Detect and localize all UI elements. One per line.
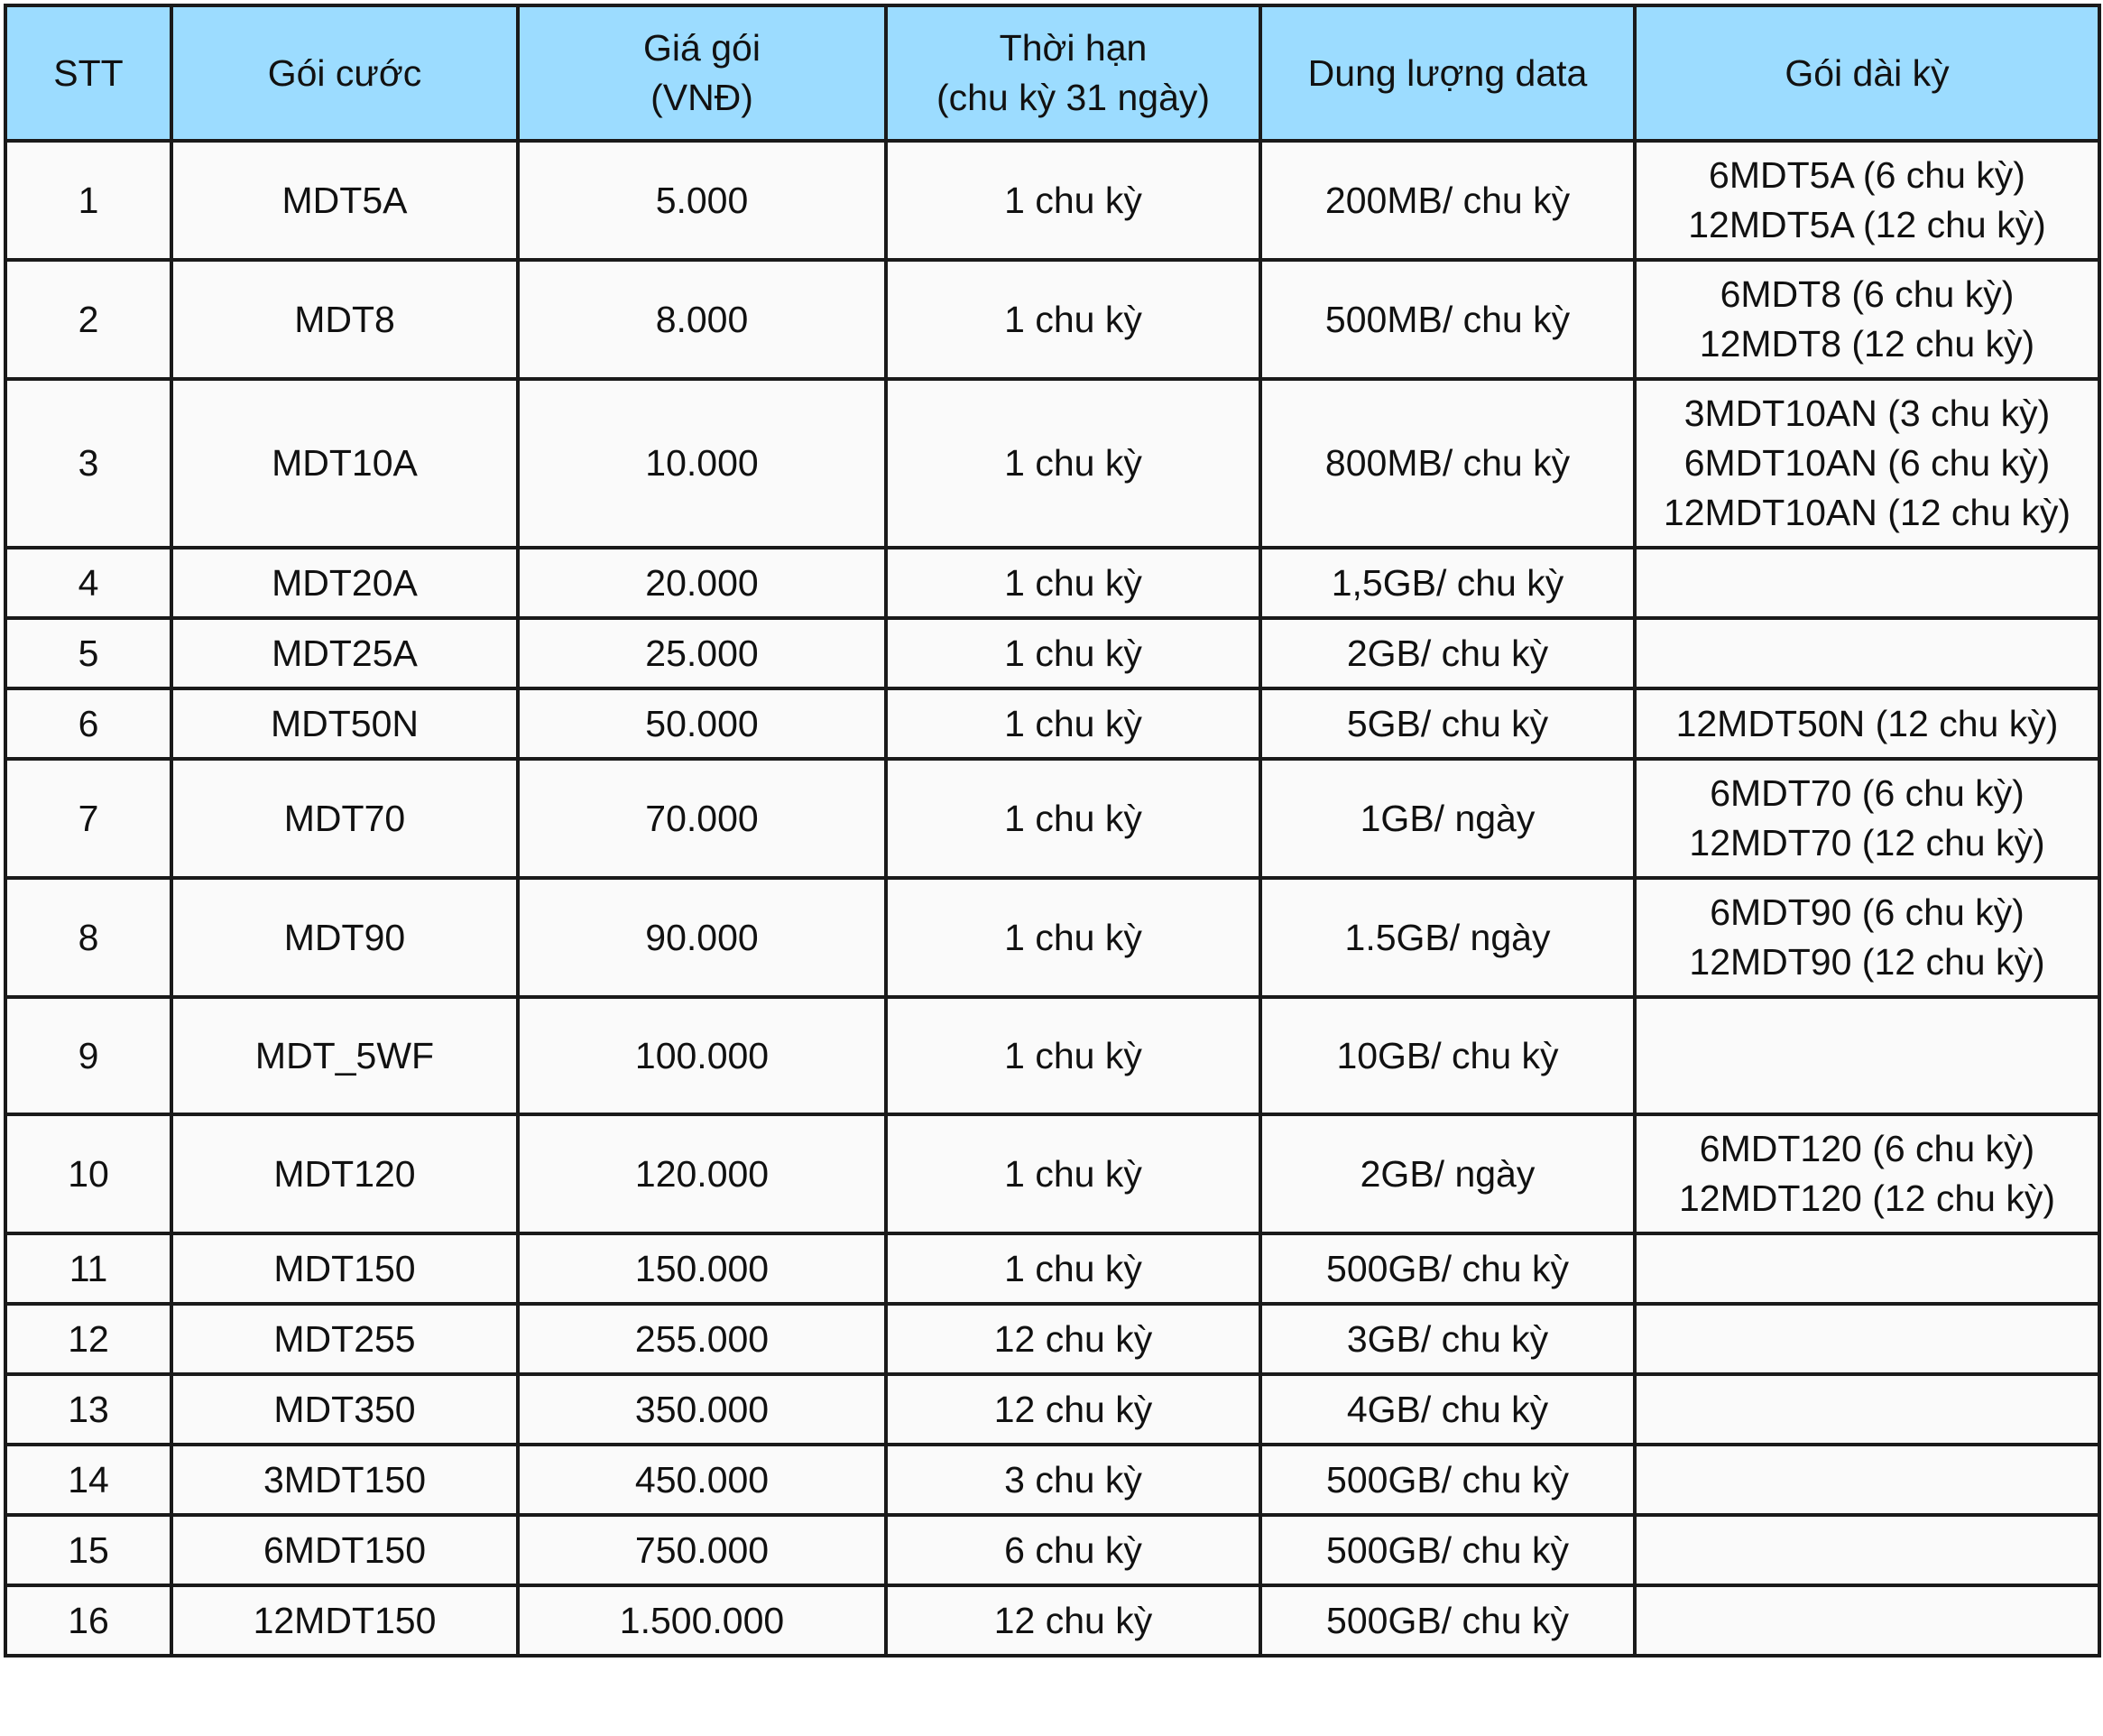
cell-duration: 1 chu kỳ (886, 688, 1260, 759)
cell-stt: 1 (5, 141, 171, 260)
cell-stt: 15 (5, 1515, 171, 1585)
long-term-option: 6MDT70 (6 chu kỳ) (1710, 772, 2025, 814)
cell-price: 70.000 (518, 759, 886, 878)
cell-data: 2GB/ ngày (1260, 1114, 1635, 1233)
cell-long-term (1635, 688, 2099, 759)
cell-long-term (1635, 878, 2099, 997)
header-duration-line2: (chu kỳ 31 ngày) (936, 77, 1211, 118)
cell-stt: 6 (5, 688, 171, 759)
cell-data: 500GB/ chu kỳ (1260, 1445, 1635, 1515)
table-row (5, 1585, 2099, 1656)
table-row (5, 379, 2099, 548)
table-row (5, 1515, 2099, 1585)
long-term-option: 12MDT8 (12 chu kỳ) (1699, 323, 2035, 365)
cell-package: MDT5A (171, 141, 518, 260)
cell-stt: 5 (5, 618, 171, 688)
long-term-option: 6MDT120 (6 chu kỳ) (1699, 1128, 2035, 1169)
table-row (5, 260, 2099, 379)
cell-data: 500GB/ chu kỳ (1260, 1515, 1635, 1585)
cell-price: 150.000 (518, 1233, 886, 1304)
cell-package: MDT20A (171, 548, 518, 618)
long-term-option: 6MDT90 (6 chu kỳ) (1710, 891, 2025, 933)
cell-price: 25.000 (518, 618, 886, 688)
cell-package: MDT50N (171, 688, 518, 759)
header-price (518, 5, 886, 141)
table-body (5, 141, 2099, 1656)
package-table-container (4, 4, 2101, 1658)
cell-price: 90.000 (518, 878, 886, 997)
cell-stt: 11 (5, 1233, 171, 1304)
cell-stt: 2 (5, 260, 171, 379)
cell-data: 1,5GB/ chu kỳ (1260, 548, 1635, 618)
cell-long-term (1635, 759, 2099, 878)
table-row (5, 141, 2099, 260)
cell-duration: 12 chu kỳ (886, 1374, 1260, 1445)
cell-long-term (1635, 1114, 2099, 1233)
cell-stt: 10 (5, 1114, 171, 1233)
long-term-option: 12MDT50N (12 chu kỳ) (1675, 702, 2059, 744)
table-row (5, 1374, 2099, 1445)
table-row (5, 1304, 2099, 1374)
cell-package: MDT_5WF (171, 997, 518, 1114)
long-term-option: 12MDT70 (12 chu kỳ) (1689, 822, 2045, 863)
cell-duration: 1 chu kỳ (886, 141, 1260, 260)
cell-package: MDT150 (171, 1233, 518, 1304)
table-row (5, 997, 2099, 1114)
table-row (5, 878, 2099, 997)
cell-package: 6MDT150 (171, 1515, 518, 1585)
cell-data: 1GB/ ngày (1260, 759, 1635, 878)
cell-data: 5GB/ chu kỳ (1260, 688, 1635, 759)
cell-price: 450.000 (518, 1445, 886, 1515)
cell-data: 2GB/ chu kỳ (1260, 618, 1635, 688)
table-row (5, 548, 2099, 618)
cell-duration: 1 chu kỳ (886, 878, 1260, 997)
cell-price: 750.000 (518, 1515, 886, 1585)
table-row (5, 618, 2099, 688)
cell-long-term (1635, 1304, 2099, 1374)
header-price-line1: Giá gói (643, 27, 761, 69)
cell-price: 1.500.000 (518, 1585, 886, 1656)
cell-price: 255.000 (518, 1304, 886, 1374)
cell-price: 120.000 (518, 1114, 886, 1233)
cell-long-term (1635, 260, 2099, 379)
cell-duration: 12 chu kỳ (886, 1585, 1260, 1656)
cell-data: 500GB/ chu kỳ (1260, 1233, 1635, 1304)
cell-long-term (1635, 1515, 2099, 1585)
cell-package: MDT8 (171, 260, 518, 379)
cell-data: 500GB/ chu kỳ (1260, 1585, 1635, 1656)
table-row (5, 1233, 2099, 1304)
cell-price: 350.000 (518, 1374, 886, 1445)
cell-package: MDT70 (171, 759, 518, 878)
cell-long-term (1635, 379, 2099, 548)
header-stt: STT (5, 5, 171, 141)
cell-long-term (1635, 618, 2099, 688)
long-term-option: 12MDT120 (12 chu kỳ) (1678, 1177, 2055, 1219)
cell-duration: 1 chu kỳ (886, 1233, 1260, 1304)
table-row (5, 1114, 2099, 1233)
package-table (4, 4, 2101, 1658)
cell-stt: 3 (5, 379, 171, 548)
table-row (5, 1445, 2099, 1515)
cell-duration: 3 chu kỳ (886, 1445, 1260, 1515)
header-package: Gói cước (171, 5, 518, 141)
cell-data: 500MB/ chu kỳ (1260, 260, 1635, 379)
table-row (5, 759, 2099, 878)
cell-duration: 6 chu kỳ (886, 1515, 1260, 1585)
header-row (5, 5, 2099, 141)
cell-data: 10GB/ chu kỳ (1260, 997, 1635, 1114)
cell-stt: 9 (5, 997, 171, 1114)
cell-package: MDT350 (171, 1374, 518, 1445)
cell-package: MDT120 (171, 1114, 518, 1233)
cell-price: 100.000 (518, 997, 886, 1114)
cell-duration: 1 chu kỳ (886, 618, 1260, 688)
cell-package: 12MDT150 (171, 1585, 518, 1656)
long-term-option: 12MDT90 (12 chu kỳ) (1689, 941, 2045, 983)
table-header (5, 5, 2099, 141)
cell-long-term (1635, 1585, 2099, 1656)
cell-package: 3MDT150 (171, 1445, 518, 1515)
header-duration-line1: Thời hạn (999, 27, 1148, 69)
cell-data: 200MB/ chu kỳ (1260, 141, 1635, 260)
cell-duration: 1 chu kỳ (886, 997, 1260, 1114)
cell-stt: 7 (5, 759, 171, 878)
cell-duration: 1 chu kỳ (886, 1114, 1260, 1233)
cell-price: 10.000 (518, 379, 886, 548)
header-duration (886, 5, 1260, 141)
cell-price: 50.000 (518, 688, 886, 759)
cell-stt: 8 (5, 878, 171, 997)
cell-duration: 1 chu kỳ (886, 260, 1260, 379)
cell-stt: 16 (5, 1585, 171, 1656)
cell-data: 4GB/ chu kỳ (1260, 1374, 1635, 1445)
cell-stt: 14 (5, 1445, 171, 1515)
cell-price: 8.000 (518, 260, 886, 379)
long-term-option: 12MDT10AN (12 chu kỳ) (1663, 492, 2071, 533)
cell-long-term (1635, 548, 2099, 618)
long-term-option: 3MDT10AN (3 chu kỳ) (1683, 392, 2051, 434)
cell-data: 1.5GB/ ngày (1260, 878, 1635, 997)
cell-duration: 1 chu kỳ (886, 759, 1260, 878)
cell-package: MDT255 (171, 1304, 518, 1374)
long-term-option: 12MDT5A (12 chu kỳ) (1688, 204, 2046, 245)
cell-duration: 12 chu kỳ (886, 1304, 1260, 1374)
cell-package: MDT90 (171, 878, 518, 997)
cell-long-term (1635, 1374, 2099, 1445)
cell-stt: 4 (5, 548, 171, 618)
long-term-option: 6MDT5A (6 chu kỳ) (1709, 154, 2025, 196)
cell-duration: 1 chu kỳ (886, 548, 1260, 618)
cell-package: MDT10A (171, 379, 518, 548)
long-term-option: 6MDT10AN (6 chu kỳ) (1683, 442, 2051, 484)
header-long-term: Gói dài kỳ (1635, 5, 2099, 141)
cell-package: MDT25A (171, 618, 518, 688)
cell-stt: 12 (5, 1304, 171, 1374)
cell-data: 800MB/ chu kỳ (1260, 379, 1635, 548)
cell-long-term (1635, 1233, 2099, 1304)
cell-price: 5.000 (518, 141, 886, 260)
cell-long-term (1635, 997, 2099, 1114)
cell-price: 20.000 (518, 548, 886, 618)
cell-duration: 1 chu kỳ (886, 379, 1260, 548)
long-term-option: 6MDT8 (6 chu kỳ) (1720, 273, 2015, 315)
cell-stt: 13 (5, 1374, 171, 1445)
cell-long-term (1635, 141, 2099, 260)
cell-long-term (1635, 1445, 2099, 1515)
header-data: Dung lượng data (1260, 5, 1635, 141)
table-row (5, 688, 2099, 759)
header-price-line2: (VNĐ) (650, 77, 753, 118)
cell-data: 3GB/ chu kỳ (1260, 1304, 1635, 1374)
